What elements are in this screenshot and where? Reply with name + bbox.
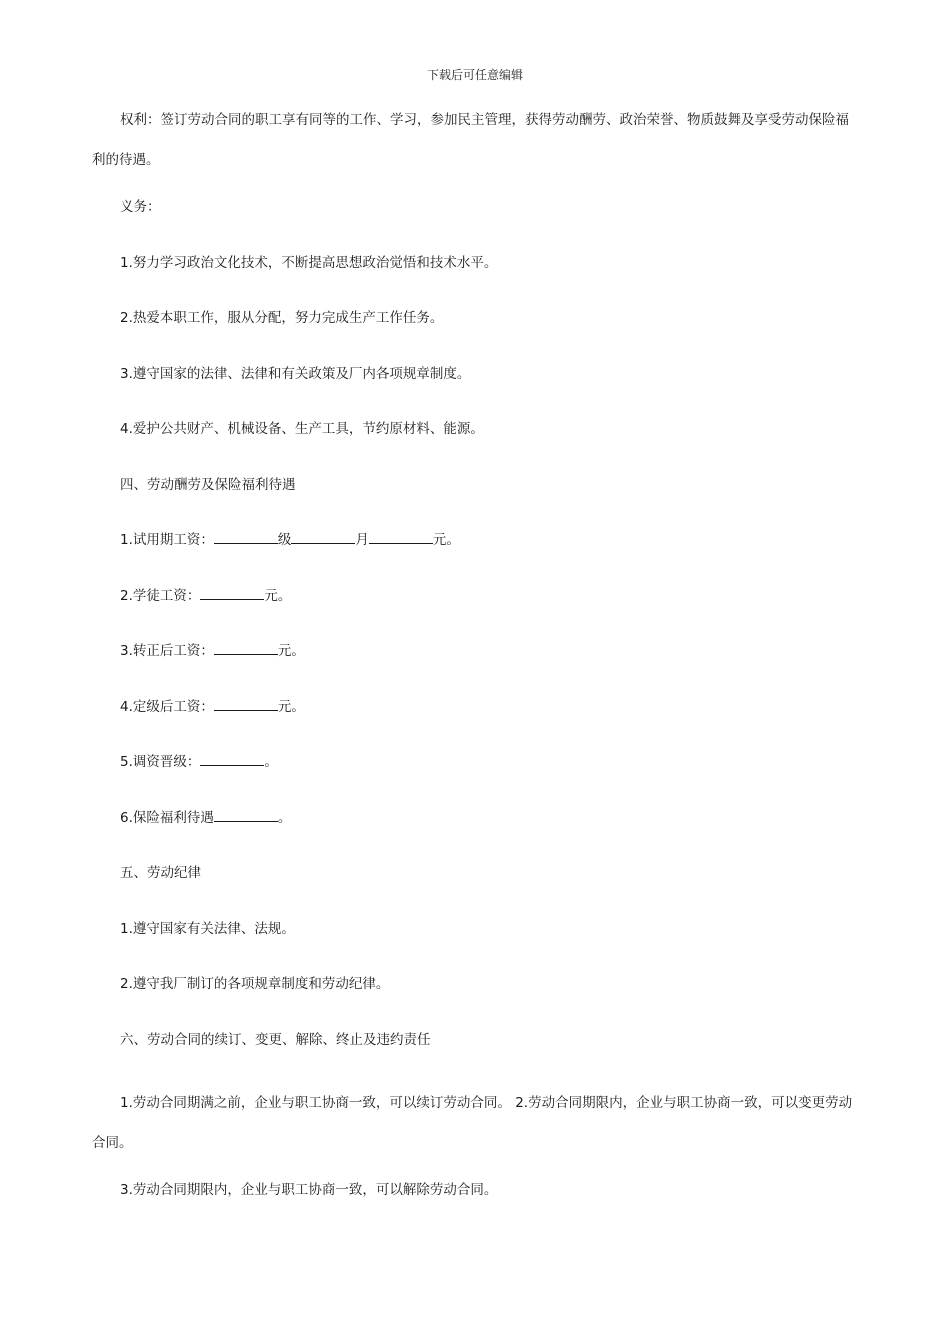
item-text: 劳动合同期限内，企业与职工协商一致，可以变更劳动合同。 xyxy=(92,1095,853,1151)
rights-paragraph: 权利：签订劳动合同的职工享有同等的工作、学习，参加民主管理，获得劳动酬劳、政治荣誉、物质鼓舞及享受劳动保险福利的待遇。 xyxy=(92,112,849,168)
wage-item-promotion xyxy=(92,750,860,774)
fill-blank[interactable] xyxy=(214,807,278,822)
item-label: 试用期工资： xyxy=(132,532,214,548)
item-label: 保险福利待遇 xyxy=(132,809,214,826)
contract-termination-item xyxy=(92,1178,860,1202)
unit-text: 元。 xyxy=(277,643,305,659)
section-6-title: 六、劳动合同的续订、变更、解除、终止及违约责任 xyxy=(120,1031,431,1048)
duty-item xyxy=(92,362,860,386)
fill-blank[interactable] xyxy=(291,529,355,544)
item-text: 劳动合同期限内，企业与职工协商一致，可以解除劳动合同。 xyxy=(132,1182,498,1198)
item-label: 转正后工资： xyxy=(132,643,214,659)
fill-blank[interactable] xyxy=(214,529,278,544)
item-number: 1. xyxy=(120,532,133,548)
unit-text: 。 xyxy=(277,809,292,826)
duty-item xyxy=(92,251,860,275)
section-4-title: 四、劳动酬劳及保险福利待遇 xyxy=(120,476,296,493)
duty-text: 热爱本职工作，服从分配，努力完成生产工作任务。 xyxy=(132,310,444,326)
item-text: 遵守我厂制订的各项规章制度和劳动纪律。 xyxy=(132,976,390,992)
item-label: 学徒工资： xyxy=(132,587,201,604)
duty-text: 爱护公共财产、机械设备、生产工具，节约原材料、能源。 xyxy=(132,421,484,437)
item-number: 4. xyxy=(120,698,133,715)
duty-number: 1. xyxy=(120,254,133,271)
item-number: 1. xyxy=(120,1095,133,1111)
unit-text: 元。 xyxy=(277,698,305,715)
fill-blank[interactable] xyxy=(200,585,264,600)
duty-number: 3. xyxy=(120,365,133,382)
item-number: 2. xyxy=(515,1095,529,1111)
section-5-title: 五、劳动纪律 xyxy=(120,865,201,881)
fill-blank[interactable] xyxy=(200,751,264,766)
duty-text: 努力学习政治文化技术，不断提高思想政治觉悟和技术水平。 xyxy=(132,254,498,271)
unit-text: 月 xyxy=(355,532,369,548)
wage-item-apprentice xyxy=(92,584,860,608)
duty-text: 遵守国家的法律、法律和有关政策及厂内各项规章制度。 xyxy=(132,365,471,382)
duty-item xyxy=(92,306,860,330)
duty-item xyxy=(92,417,860,441)
wage-item-regular xyxy=(92,639,860,663)
wage-item-insurance xyxy=(92,806,860,830)
wage-item-graded xyxy=(92,695,860,719)
page-header: 下载后可任意编辑 xyxy=(426,68,523,82)
duty-number: 2. xyxy=(120,310,133,326)
item-number: 3. xyxy=(120,643,133,659)
duty-number: 4. xyxy=(120,421,133,437)
discipline-item xyxy=(92,917,860,941)
duties-title: 义务： xyxy=(120,199,161,215)
unit-text: 级 xyxy=(277,532,292,548)
fill-blank[interactable] xyxy=(214,640,278,655)
contract-renewal-paragraph xyxy=(92,1083,860,1163)
discipline-item xyxy=(92,972,860,996)
item-number: 5. xyxy=(120,754,133,770)
unit-text: 元。 xyxy=(432,532,460,548)
item-text: 劳动合同期满之前，企业与职工协商一致，可以续订劳动合同。 xyxy=(132,1095,511,1111)
item-label: 定级后工资： xyxy=(132,698,214,715)
item-number: 3. xyxy=(120,1182,133,1198)
item-label: 调资晋级： xyxy=(132,754,201,770)
item-number: 1. xyxy=(120,920,133,937)
item-number: 6. xyxy=(120,809,133,826)
document-body xyxy=(92,100,860,1234)
wage-item-probation xyxy=(92,528,860,552)
unit-text: 元。 xyxy=(264,587,292,604)
unit-text: 。 xyxy=(264,754,278,770)
item-text: 遵守国家有关法律、法规。 xyxy=(132,920,295,937)
item-number: 2. xyxy=(120,976,133,992)
fill-blank[interactable] xyxy=(369,529,433,544)
item-number: 2. xyxy=(120,587,133,604)
fill-blank[interactable] xyxy=(214,696,278,711)
